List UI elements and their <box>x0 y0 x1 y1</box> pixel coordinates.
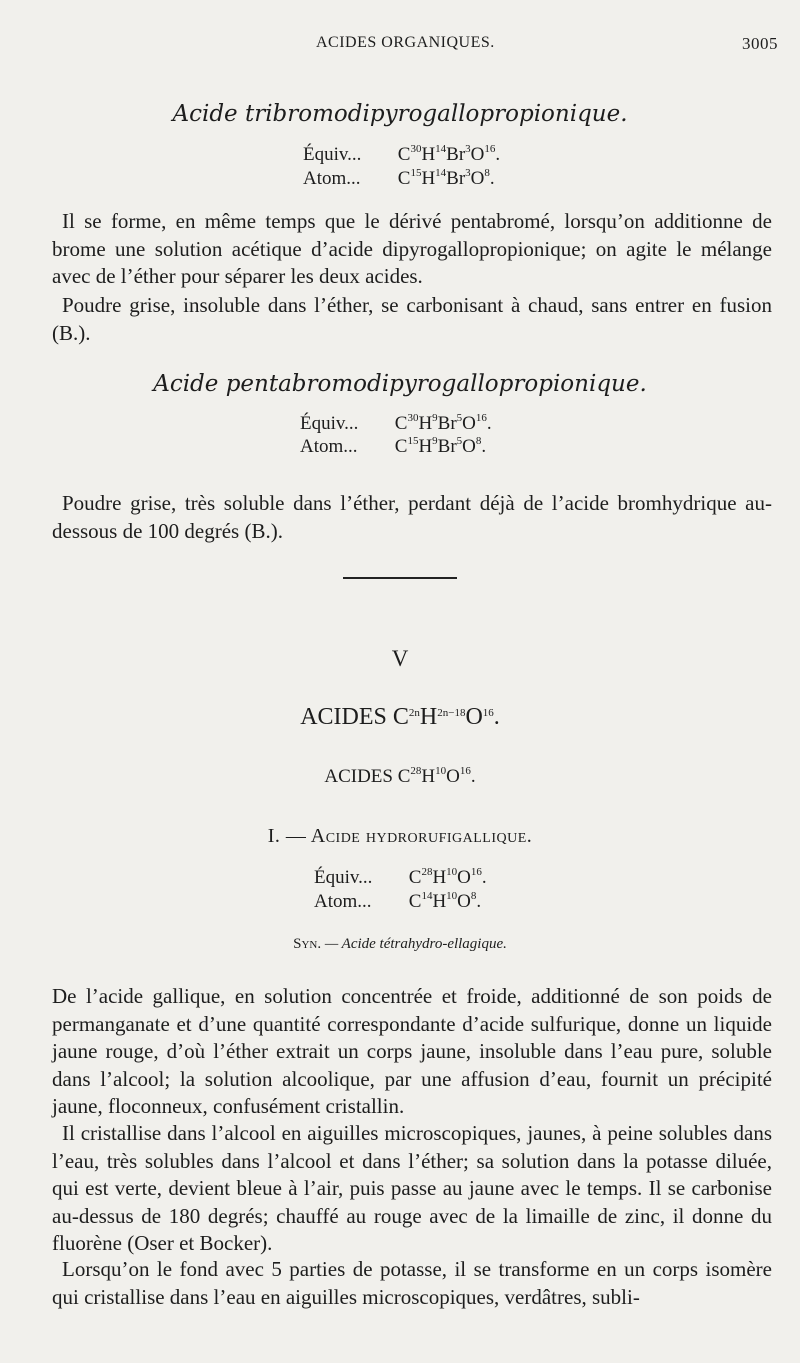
section-title-pentabromo: Acide pentabromodipyrogallopropionique. <box>153 371 647 397</box>
atom-formula-hydrorufigallique: Atom... $C^{14}H^{10}O^8$. <box>314 890 482 912</box>
atom-formula-tribromo: Atom... $C^{15}H^{14}Br^3O^8$. <box>303 167 495 189</box>
running-title: ACIDES ORGANIQUES. <box>316 34 495 51</box>
section-title-tribromo: Acide tribromodipyrogallopropionique. <box>172 101 628 127</box>
formula: $C^{2n}H^{2n-18}O^{16}$. <box>392 704 500 730</box>
paragraph: Poudre grise, insoluble dans l’éther, se carbonisant à chaud, sans entrer en fusion (B.). <box>52 293 772 345</box>
section-title-hydrorufigallique: I. — Acide hydrorufigallique. <box>267 825 533 847</box>
synonym-line: Syn. — Acide tétrahydro-ellagique. <box>293 936 507 952</box>
formula: $C^{30}H^{14}Br^3O^{16}$. <box>397 143 501 165</box>
formula: $C^{30}H^9Br^5O^{16}$. <box>394 412 492 434</box>
paragraph: De l’acide gallique, en solution concentrée et froide, additionné de son poids de permanganate et d’une quantité correspondante d’acide sulfurique, donne un liquide jaune rouge, d’où l’éther extrait un corps jaune, insoluble dans l’eau pure, soluble dans l’alcool; la solution alcoolique, par une affusion d’eau, fournit un précipité jaune, floconneux, confusément cristallin. <box>52 984 772 1118</box>
formula: $C^{28}H^{10}O^{16}$. <box>397 765 476 787</box>
page-number: 3005 <box>742 34 778 53</box>
paragraph: Poudre grise, très soluble dans l’éther, perdant déjà de l’acide bromhydrique au-dessous de 100 degrés (B.). <box>52 491 772 543</box>
paragraph: Il se forme, en même temps que le dérivé pentabromé, lorsqu’on additionne de brome une solution acétique d’acide dipyrogallopropionique; on agite le mélange avec de l’éther pour séparer les deux acides. <box>52 209 772 288</box>
formula: $C^{15}H^9Br^5O^8$. <box>394 435 487 457</box>
equiv-formula-hydrorufigallique: Équiv... $C^{28}H^{10}O^{16}$. <box>314 866 487 888</box>
equiv-formula-tribromo: Équiv... $C^{30}H^{14}Br^3O^{16}$. <box>303 143 501 165</box>
running-header <box>0 34 800 58</box>
chapter-heading: ACIDES $C^{2n}H^{2n-18}O^{16}$. <box>300 704 500 730</box>
formula: $C^{28}H^{10}O^{16}$. <box>408 866 487 888</box>
chapter-numeral: V <box>391 646 409 671</box>
paragraph: Lorsqu’on le fond avec 5 parties de potasse, il se transforme en un corps isomère qui cristallise dans l’eau en aiguilles microscopiques, verdâtres, subli- <box>52 1257 772 1309</box>
formula: $C^{15}H^{14}Br^3O^8$. <box>397 167 495 189</box>
paragraph: Il cristallise dans l’alcool en aiguilles microscopiques, jaunes, à peine solubles dans l’eau, très solubles dans l’alcool et dans l’éther; sa solution dans la potasse diluée, qui est verte, devient bleue à l’air, puis passe au jaune avec le temps. Il se carbonise au-dessus de 180 degrés; chauffé au rouge avec de la limaille de zinc, il donne du fluorène (Oser et Bocker). <box>52 1121 772 1255</box>
formula: $C^{14}H^{10}O^8$. <box>408 890 482 912</box>
atom-formula-pentabromo: Atom... $C^{15}H^9Br^5O^8$. <box>300 435 487 457</box>
chapter-subheading: ACIDES $C^{28}H^{10}O^{16}$. <box>324 765 476 787</box>
equiv-formula-pentabromo: Équiv... $C^{30}H^9Br^5O^{16}$. <box>300 412 492 434</box>
section-divider <box>343 577 457 579</box>
